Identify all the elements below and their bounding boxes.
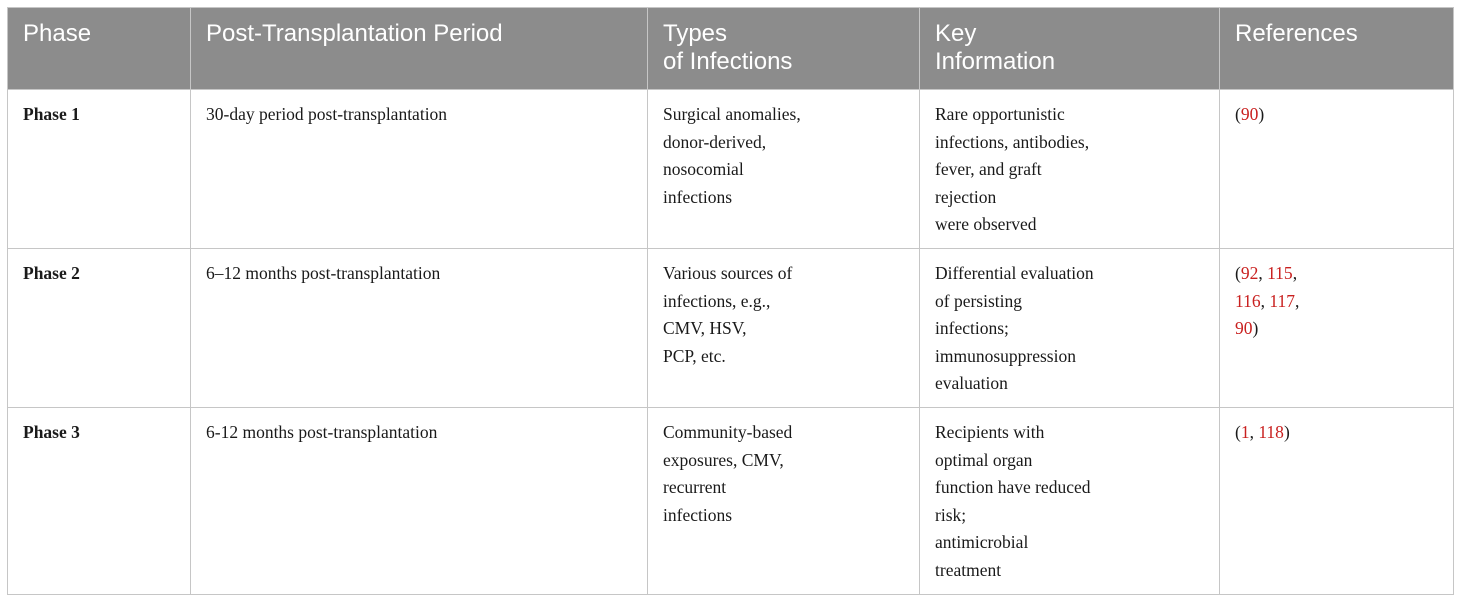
phase-cell: Phase 3 bbox=[8, 408, 191, 595]
table-row bbox=[8, 408, 1454, 595]
cell-line: Phase bbox=[23, 20, 92, 47]
cell-line: infections bbox=[663, 186, 733, 207]
key-info-cell bbox=[920, 408, 1220, 595]
reference-link[interactable]: 90 bbox=[1235, 318, 1253, 339]
reference-link[interactable]: 117 bbox=[1269, 290, 1295, 311]
cell-line: function have reduced bbox=[935, 477, 1091, 498]
period-cell: 6–12 months post-transplantation bbox=[191, 249, 648, 408]
cell-line: recurrent bbox=[663, 477, 727, 498]
reference-line bbox=[1235, 315, 1438, 343]
period-cell: 30-day period post-transplantation bbox=[191, 90, 648, 249]
reference-punctuation: ( bbox=[1235, 422, 1241, 442]
header-post-transplantation-period bbox=[191, 8, 648, 90]
cell-line: of persisting bbox=[935, 290, 1023, 311]
cell-line: Various sources of bbox=[663, 263, 793, 283]
reference-punctuation: , bbox=[1249, 422, 1259, 442]
cell-line: Key bbox=[935, 20, 977, 47]
reference-link[interactable]: 118 bbox=[1258, 422, 1284, 442]
reference-line bbox=[1235, 260, 1438, 288]
cell-line: Types bbox=[663, 20, 728, 47]
reference-punctuation: , bbox=[1294, 290, 1300, 311]
cell-line: were observed bbox=[935, 214, 1037, 235]
cell-line: nosocomial bbox=[663, 159, 744, 180]
reference-link[interactable]: 90 bbox=[1240, 104, 1259, 124]
header-phase bbox=[8, 8, 191, 90]
header-references bbox=[1220, 8, 1454, 90]
phase-cell: Phase 1 bbox=[8, 90, 191, 249]
infection-phases-table bbox=[7, 7, 1454, 595]
reference-punctuation: ) bbox=[1283, 422, 1290, 442]
key-info-cell bbox=[920, 90, 1220, 249]
period-cell: 6-12 months post-transplantation bbox=[191, 408, 648, 595]
reference-link[interactable]: 92 bbox=[1240, 263, 1259, 283]
cell-line: immunosuppression bbox=[935, 345, 1076, 366]
cell-line: optimal organ bbox=[935, 449, 1033, 470]
reference-line bbox=[1235, 288, 1438, 316]
cell-line: evaluation bbox=[935, 373, 1008, 394]
reference-punctuation: ) bbox=[1258, 104, 1265, 124]
cell-line: Differential evaluation bbox=[935, 263, 1094, 283]
cell-line: donor-derived, bbox=[663, 131, 767, 152]
cell-line: of Infections bbox=[663, 48, 793, 75]
cell-line: antimicrobial bbox=[935, 532, 1029, 553]
reference-punctuation: ( bbox=[1235, 104, 1241, 124]
cell-line: Recipients with bbox=[935, 422, 1045, 442]
table-header-row bbox=[8, 8, 1454, 90]
reference-line bbox=[1235, 419, 1438, 447]
cell-line: Post-Transplantation Period bbox=[206, 20, 503, 47]
cell-line: infections bbox=[663, 504, 733, 525]
references-cell bbox=[1220, 249, 1454, 408]
phase-cell: Phase 2 bbox=[8, 249, 191, 408]
table-row bbox=[8, 90, 1454, 249]
cell-line: References bbox=[1235, 20, 1358, 47]
reference-punctuation: ( bbox=[1235, 263, 1241, 283]
cell-line: risk; bbox=[935, 504, 967, 525]
reference-punctuation: , bbox=[1258, 263, 1268, 283]
infections-cell bbox=[648, 249, 920, 408]
reference-link[interactable]: 115 bbox=[1267, 263, 1293, 283]
header-key-information bbox=[920, 8, 1220, 90]
cell-line: Community-based bbox=[663, 422, 793, 442]
infections-cell bbox=[648, 90, 920, 249]
reference-line bbox=[1235, 101, 1438, 129]
references-cell bbox=[1220, 408, 1454, 595]
reference-punctuation: , bbox=[1292, 263, 1298, 283]
key-info-cell bbox=[920, 249, 1220, 408]
cell-line: treatment bbox=[935, 559, 1002, 580]
cell-line: Rare opportunistic bbox=[935, 104, 1065, 124]
cell-line: PCP, etc. bbox=[663, 345, 726, 366]
header-types-of-infections bbox=[648, 8, 920, 90]
references-cell bbox=[1220, 90, 1454, 249]
reference-link[interactable]: 1 bbox=[1240, 422, 1250, 442]
cell-line: rejection bbox=[935, 186, 997, 207]
cell-line: fever, and graft bbox=[935, 159, 1042, 180]
cell-line: infections; bbox=[935, 318, 1009, 339]
reference-link[interactable]: 116 bbox=[1235, 290, 1261, 311]
table-row bbox=[8, 249, 1454, 408]
cell-line: exposures, CMV, bbox=[663, 449, 784, 470]
cell-line: infections, antibodies, bbox=[935, 131, 1090, 152]
reference-punctuation: , bbox=[1260, 290, 1270, 311]
cell-line: CMV, HSV, bbox=[663, 318, 747, 339]
cell-line: Information bbox=[935, 48, 1056, 75]
cell-line: Surgical anomalies, bbox=[663, 104, 801, 124]
cell-line: infections, e.g., bbox=[663, 290, 771, 311]
reference-punctuation: ) bbox=[1252, 318, 1259, 339]
infections-cell bbox=[648, 408, 920, 595]
